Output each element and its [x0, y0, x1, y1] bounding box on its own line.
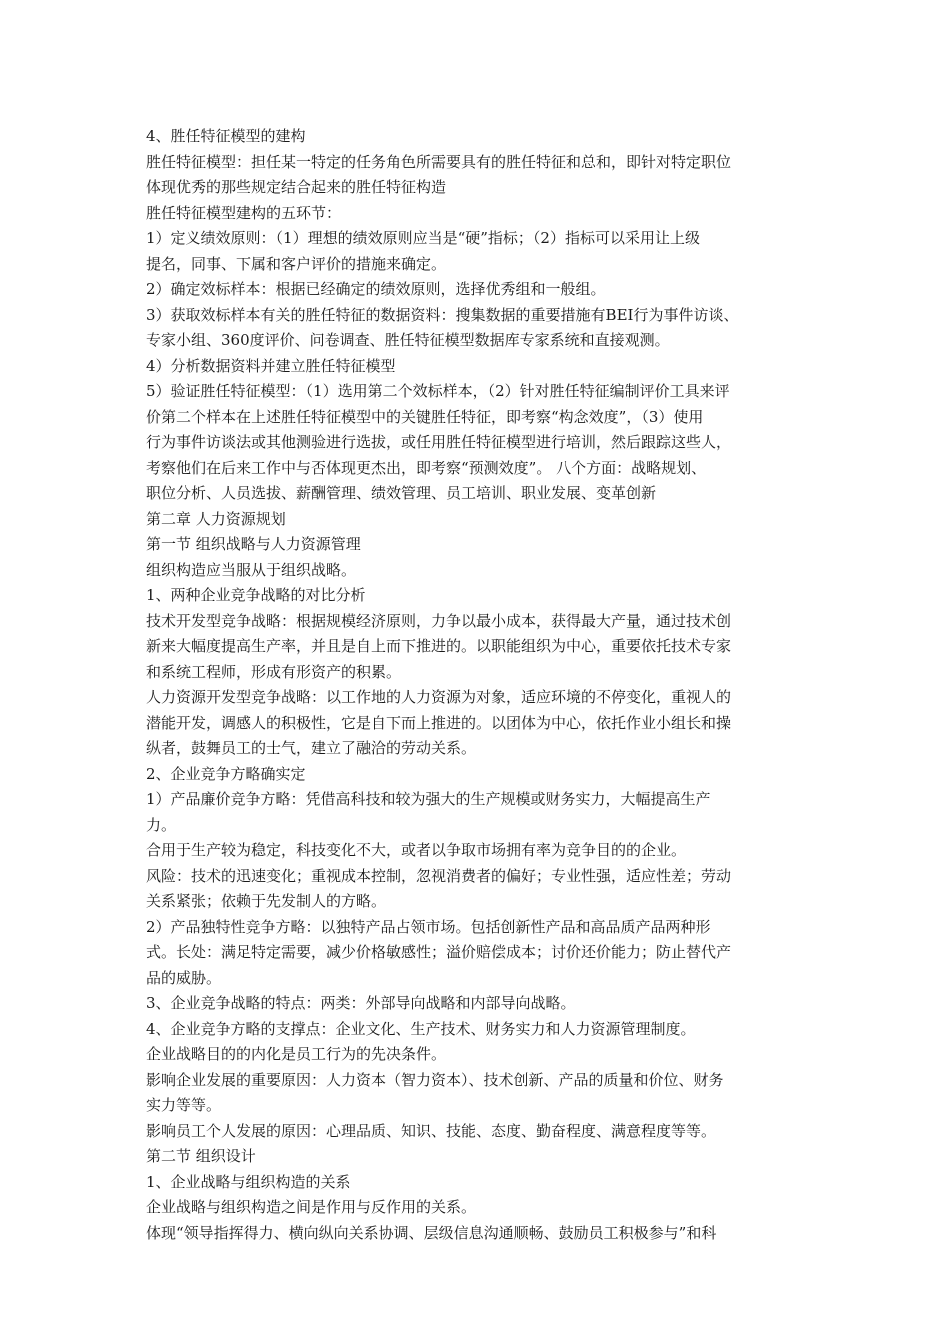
- text-line: 2）产品独特性竞争方略：以独特产品占领市场。包括创新性产品和高品质产品两种形: [146, 917, 711, 936]
- text-line: 专家小组、360度评价、问卷调查、胜任特征模型数据库专家系统和直接观测。: [146, 331, 670, 349]
- text-line: 实力等等。: [146, 1096, 222, 1114]
- section-heading: 1、企业战略与组织构造的关系: [146, 1172, 351, 1191]
- text-line: 关系紧张；依赖于先发制人的方略。: [146, 892, 387, 910]
- text-line: 企业战略与组织构造之间是作用与反作用的关系。: [146, 1198, 477, 1216]
- section-heading: 4、胜任特征模型的建构: [146, 127, 306, 145]
- text-line: 价第二个样本在上述胜任特征模型中的关键胜任特征，即考察“构念效度”，（3）使用: [146, 407, 704, 426]
- text-line: 企业战略目的的内化是员工行为的先决条件。: [146, 1045, 447, 1063]
- text-line: 组织构造应当服从于组织战略。: [146, 560, 357, 579]
- text-line: 4）分析数据资料并建立胜任特征模型: [146, 356, 396, 375]
- text-line: 体现“领导指挥得力、横向纵向关系协调、层级信息沟通顺畅、鼓励员工积极参与”和科: [146, 1223, 717, 1242]
- text-line: 胜任特征模型建构的五环节：: [146, 203, 342, 222]
- text-line: 潜能开发，调感人的积极性，它是自下而上推进的。以团体为中心，依托作业小组长和操: [146, 713, 732, 732]
- section-heading: 第二节 组织设计: [146, 1147, 256, 1165]
- text-line: 1）产品廉价竞争方略：凭借高科技和较为强大的生产规模或财务实力，大幅提高生产: [146, 790, 711, 808]
- text-line: 提名，同事、下属和客户评价的措施来确定。: [146, 254, 447, 273]
- section-heading: 2、企业竞争方略确实定: [146, 764, 306, 783]
- text-line: 行为事件访谈法或其他测验进行选拔，或任用胜任特征模型进行培训，然后跟踪这些人，: [146, 433, 732, 451]
- section-heading: 3、企业竞争战略的特点：两类：外部导向战略和内部导向战略。: [146, 994, 576, 1012]
- text-line: 技术开发型竞争战略：根据规模经济原则，力争以最小成本，获得最大产量，通过技术创: [146, 611, 732, 630]
- text-line: 体现优秀的那些规定结合起来的胜任特征构造: [146, 178, 447, 196]
- section-heading: 4、企业竞争方略的支撑点：企业文化、生产技术、财务实力和人力资源管理制度。: [146, 1019, 696, 1038]
- chapter-heading: 第二章 人力资源规划: [146, 509, 286, 528]
- text-line: 纵者，鼓舞员工的士气，建立了融洽的劳动关系。: [146, 739, 477, 757]
- text-line: 人力资源开发型竞争战略：以工作地的人力资源为对象，适应环境的不停变化，重视人的: [146, 688, 732, 706]
- text-line: 2）确定效标样本：根据已经确定的绩效原则，选择优秀组和一般组。: [146, 280, 606, 298]
- text-line: 3）获取效标样本有关的胜任特征的数据资料：搜集数据的重要措施有BEI行为事件访谈、: [146, 305, 739, 324]
- text-line: 式。长处：满足特定需要，减少价格敏感性；溢价赔偿成本；讨价还价能力；防止替代产: [146, 943, 732, 961]
- text-line: 风险：技术的迅速变化；重视成本控制，忽视消费者的偏好；专业性强，适应性差；劳动: [146, 866, 732, 885]
- text-line: 合用于生产较为稳定，科技变化不大，或者以争取市场拥有率为竞争目的的企业。: [146, 841, 687, 859]
- text-line: 1）定义绩效原则：（1）理想的绩效原则应当是“硬”指标；（2）指标可以采用让上级: [146, 229, 700, 247]
- text-line: 考察他们在后来工作中与否体现更杰出，即考察“预测效度”。 八个方面：战略规划、: [146, 458, 707, 477]
- text-line: 品的威胁。: [146, 968, 222, 987]
- section-heading: 第一节 组织战略与人力资源管理: [146, 535, 361, 553]
- text-line: 胜任特征模型：担任某一特定的任务角色所需要具有的胜任特征和总和，即针对特定职位: [146, 152, 732, 171]
- text-line: 职位分析、人员选拔、薪酬管理、绩效管理、员工培训、职业发展、变革创新: [146, 484, 657, 502]
- text-line: 影响企业发展的重要原因：人力资本（智力资本）、技术创新、产品的质量和价位、财务: [146, 1070, 724, 1089]
- section-heading: 1、两种企业竞争战略的对比分析: [146, 586, 366, 604]
- text-line: 新来大幅度提高生产率，并且是自上而下推进的。以职能组织为中心，重要依托技术专家: [146, 637, 732, 655]
- text-line: 力。: [146, 815, 177, 834]
- text-line: 5）验证胜任特征模型：（1）选用第二个效标样本，（2）针对胜任特征编制评价工具来评: [146, 382, 730, 400]
- text-line: 影响员工个人发展的原因：心理品质、知识、技能、态度、勤奋程度、满意程度等等。: [146, 1121, 717, 1140]
- text-line: 和系统工程师，形成有形资产的积累。: [146, 662, 402, 681]
- document-body: [146, 124, 806, 1246]
